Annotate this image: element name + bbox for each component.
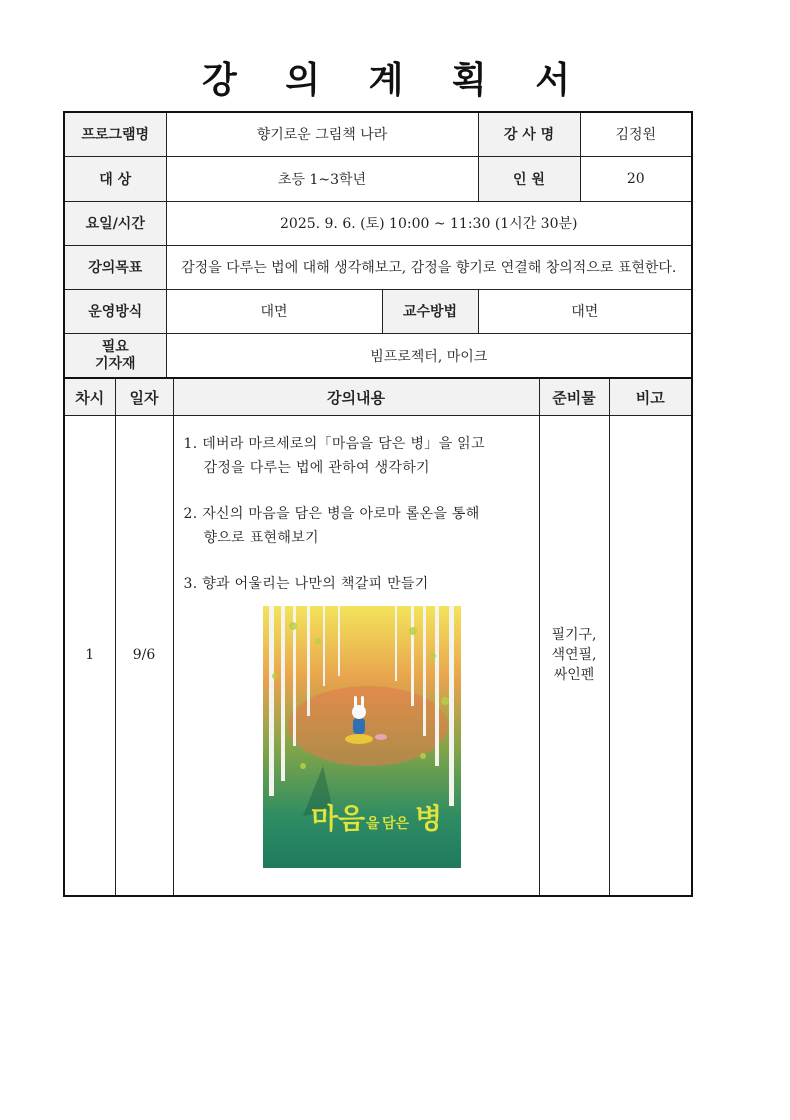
instructor-value: 김정원 xyxy=(580,112,692,156)
program-label: 프로그램명 xyxy=(64,112,166,156)
target-label: 대 상 xyxy=(64,156,166,201)
method-label: 교수방법 xyxy=(382,289,478,333)
item-line: 감정을 다루는 법에 관하여 생각하기 xyxy=(203,460,430,476)
document-title: 강 의 계 획 서 xyxy=(201,60,588,101)
item-line: 1. 데버라 마르세로의「마음을 담은 병」을 읽고 xyxy=(183,436,485,452)
materials-cell xyxy=(539,416,609,896)
cover-title-mid: 담은 xyxy=(381,816,409,832)
equipment-label-line2: 기자재 xyxy=(94,355,136,372)
plan-table xyxy=(63,377,693,897)
content-cell xyxy=(173,416,539,896)
schedule-value: 2025. 9. 6. (토) 10:00 ~ 11:30 (1시간 30분) xyxy=(166,201,692,245)
method-value: 대면 xyxy=(478,289,692,333)
session-header: 차시 xyxy=(64,378,115,416)
date-cell: 9/6 xyxy=(115,416,173,896)
note-header: 비고 xyxy=(609,378,692,416)
book-cover-image xyxy=(263,606,461,868)
item-line: 향으로 표현해보기 xyxy=(203,530,319,546)
goal-label: 강의목표 xyxy=(64,245,166,289)
materials-line: 색연필, xyxy=(551,647,597,664)
item-line: 2. 자신의 마음을 담은 병을 아로마 롤온을 통해 xyxy=(183,506,480,522)
date-header: 일자 xyxy=(115,378,173,416)
target-value: 초등 1~3학년 xyxy=(166,156,478,201)
program-value: 향기로운 그림책 나라 xyxy=(166,112,478,156)
schedule-label: 요일/시간 xyxy=(64,201,166,245)
session-cell: 1 xyxy=(64,416,115,896)
list-item xyxy=(184,572,539,596)
materials-line: 싸인펜 xyxy=(553,667,595,684)
operation-label: 운영방식 xyxy=(64,289,166,333)
cover-title-small1: 을 xyxy=(365,816,380,832)
headcount-value: 20 xyxy=(580,156,692,201)
headcount-label: 인 원 xyxy=(478,156,580,201)
instructor-label: 강 사 명 xyxy=(478,112,580,156)
equipment-label-line1: 필요 xyxy=(101,338,129,355)
materials-line: 필기구, xyxy=(551,627,597,644)
info-table xyxy=(63,111,693,379)
note-cell xyxy=(609,416,692,896)
materials-header: 준비물 xyxy=(539,378,609,416)
equipment-label xyxy=(64,333,166,378)
operation-value: 대면 xyxy=(166,289,382,333)
cover-title-big2: 병 xyxy=(414,802,442,835)
equipment-value: 빔프로젝터, 마이크 xyxy=(166,333,692,378)
list-item xyxy=(184,432,539,480)
goal-value: 감정을 다루는 법에 대해 생각해보고, 감정을 향기로 연결해 창의적으로 표현한다. xyxy=(166,245,692,289)
content-header: 강의내용 xyxy=(173,378,539,416)
item-line: 3. 향과 어울리는 나만의 책갈피 만들기 xyxy=(183,576,429,592)
list-item xyxy=(184,502,539,550)
cover-title-big1: 마음 xyxy=(310,802,365,835)
